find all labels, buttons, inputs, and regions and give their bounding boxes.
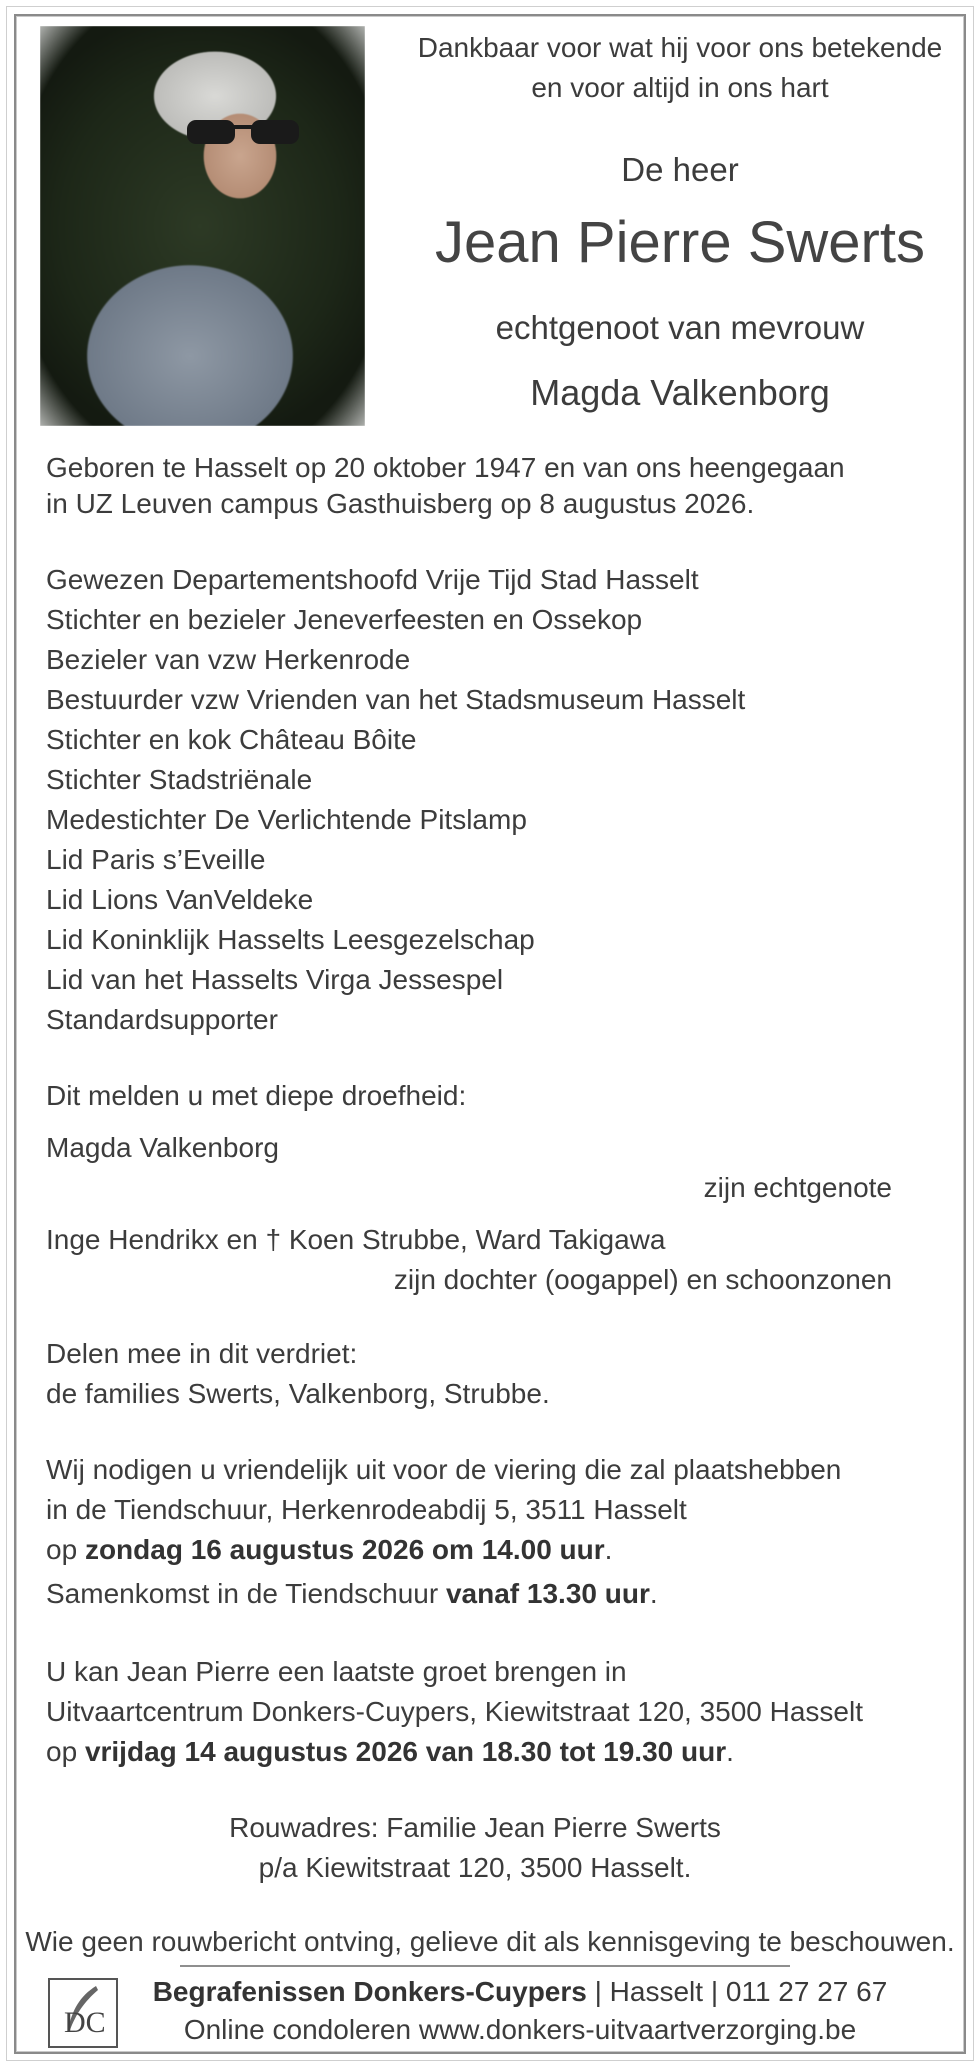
visit-line-3: op vrijdag 14 augustus 2026 van 18.30 tot 19.30 uur. [46,1736,734,1767]
deceased-name: Jean Pierre Swerts [435,210,925,275]
role-item: Gewezen Departementshoofd Vrije Tijd Stad Hasselt [46,564,699,595]
role-item: Standardsupporter [46,1004,278,1035]
role-item: Lid van het Hasselts Virga Jessespel [46,964,504,995]
ceremony-line-4: Samenkomst in de Tiendschuur vanaf 13.30 uur. [46,1578,658,1609]
salutation: De heer [621,151,739,188]
family-spouse-name: Magda Valkenborg [46,1132,279,1163]
footer-company-line [30,1972,980,2012]
spouse-name: Magda Valkenborg [530,372,830,413]
birth-line-2: in UZ Leuven campus Gasthuisberg op 8 augustus 2026. [46,488,755,519]
notice-text: Wie geen rouwbericht ontving, gelieve dit als kennisgeving te beschouwen. [25,1926,955,1957]
birth-line-1: Geboren te Hasselt op 20 oktober 1947 en van ons heengegaan [46,452,845,483]
visit-date: vrijdag 14 augustus 2026 van 18.30 tot 19.30 uur [84,1736,727,1767]
address-line-1: Rouwadres: Familie Jean Pierre Swerts [229,1812,721,1843]
family-spouse-role: zijn echtgenote [703,1172,892,1203]
online-condolence[interactable]: Online condoleren www.donkers-uitvaartverzorging.be [183,2014,857,2045]
visit-line-2: Uitvaartcentrum Donkers-Cuypers, Kiewitstraat 120, 3500 Hasselt [46,1696,864,1727]
role-item: Bezieler van vzw Herkenrode [46,644,411,675]
ceremony-line-1: Wij nodigen u vriendelijk uit voor de viering die zal plaatshebben [46,1454,842,1485]
gathering-time: vanaf 13.30 uur [445,1578,650,1609]
role-item: Lid Paris s’Eveille [46,844,266,875]
footer-divider [180,1965,790,1967]
role-item: Lid Koninklijk Hasselts Leesgezelschap [46,924,535,955]
address-line-2: p/a Kiewitstraat 120, 3500 Hasselt. [258,1852,692,1883]
company-name: Begrafenissen Donkers-Cuypers [152,1976,587,2007]
role-item: Medestichter De Verlichtende Pitslamp [46,804,527,835]
role-item: Stichter en bezieler Jeneverfeesten en Ossekop [46,604,643,635]
family-children-names: Inge Hendrikx en † Koen Strubbe, Ward Takigawa [46,1224,666,1255]
ceremony-date: zondag 16 augustus 2026 om 14.00 uur [84,1534,605,1565]
sunglasses-graphic [185,116,303,146]
role-item: Lid Lions VanVeldeke [46,884,314,915]
logo-monogram: DC [64,2006,106,2039]
family-children-role: zijn dochter (oogappel) en schoonzonen [393,1264,892,1295]
share-line-2: de families Swerts, Valkenborg, Strubbe. [46,1378,550,1409]
ceremony-line-2: in de Tiendschuur, Herkenrodeabdij 5, 3511 Hasselt [46,1494,687,1525]
motto-line-1: Dankbaar voor wat hij voor ons betekende [417,32,943,63]
announcement: Dit melden u met diepe droefheid: [46,1080,467,1111]
company-city-phone: | Hasselt | 011 27 27 67 [586,1976,888,2007]
ceremony-line-3: op zondag 16 augustus 2026 om 14.00 uur. [46,1534,613,1565]
role-item: Stichter en kok Château Bôite [46,724,417,755]
portrait-photo [40,26,365,426]
role-item: Bestuurder vzw Vrienden van het Stadsmuseum Hasselt [46,684,746,715]
visit-line-1: U kan Jean Pierre een laatste groet brengen in [46,1656,627,1687]
share-line-1: Delen mee in dit verdriet: [46,1338,358,1369]
motto-line-2: en voor altijd in ons hart [531,72,829,103]
role-item: Stichter Stadstriënale [46,764,313,795]
relation-line: echtgenoot van mevrouw [495,309,865,346]
